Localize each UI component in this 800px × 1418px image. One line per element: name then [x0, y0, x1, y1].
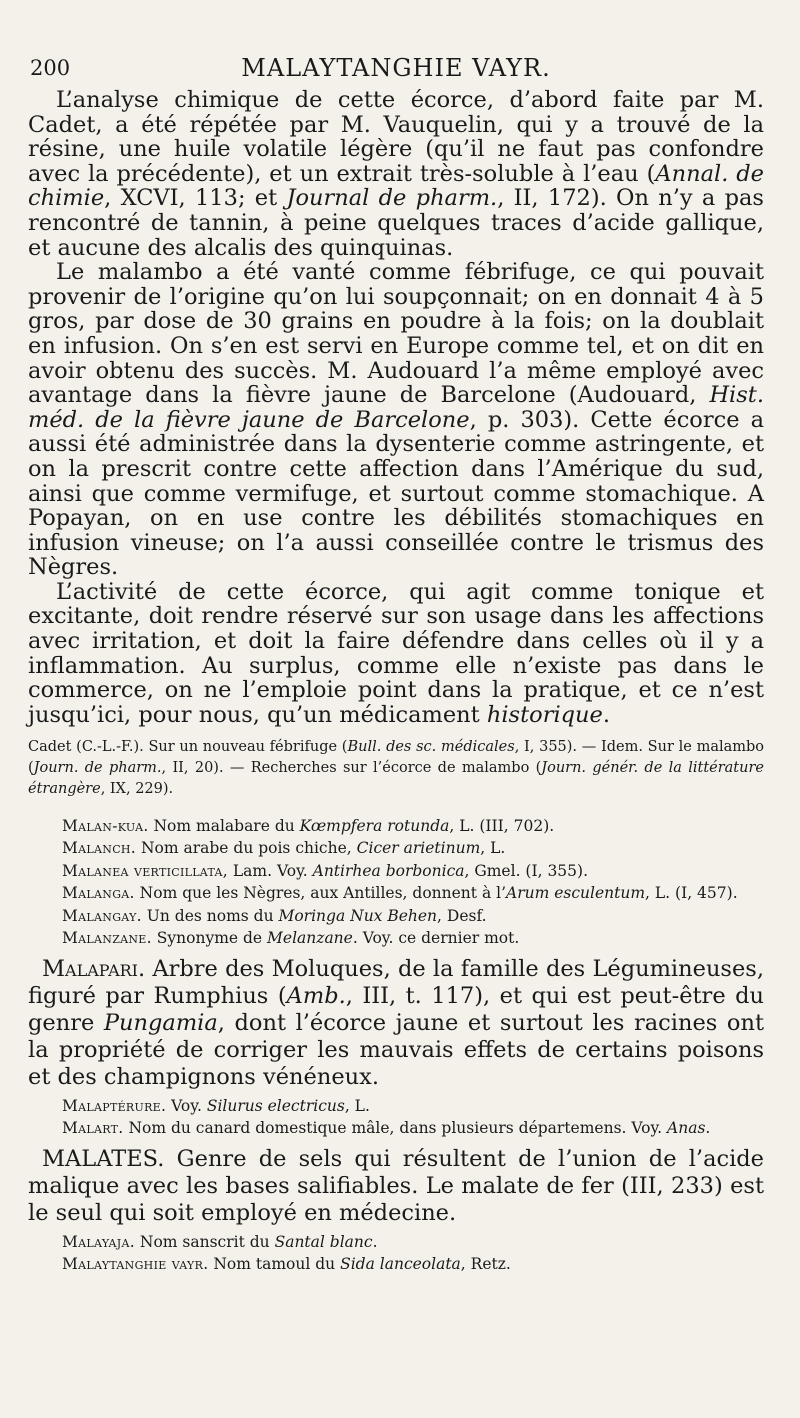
entry-malates: MALATES. Genre de sels qui résultent de l’union de l’acide malique avec les bases salifiables. Le malate de fer (III, 233) est le seul qui soit employé en médecine. [28, 1145, 764, 1226]
paragraph-analysis: L’analyse chimique de cette écorce, d’abord faite par M. Cadet, a été répétée par M. Vauquelin, qui y a trouvé de la résine, une huile volatile légère (qu’il ne faut pas confondre avec la précédente), et un extrait très-soluble à l’eau (Annal. de chimie, XCVI, 113; et Journal de pharm., II, 172). On n’y a pas rencontré de tannin, à peine quelques traces d’acide gallique, et aucune des alcalis des quinquinas. [28, 87, 764, 261]
entries-group-3 [28, 1231, 764, 1276]
entry-malart: Malart. Nom du canard domestique mâle, dans plusieurs départemens. Voy. Anas. [62, 1119, 711, 1138]
paragraph-febrifuge: Le malambo a été vanté comme fébrifuge, ce qui pouvait provenir de l’origine qu’on lui soupçonnait; on en donnait 4 à 5 gros, par dose de 30 grains en poudre à la fois; on la doublait en infusion. On s’en est servi en Europe comme tel, et on dit en avoir obtenu des succès. M. Audouard l’a même employé avec avantage dans la fièvre jaune de Barcelone (Audouard, Hist. méd. de la fièvre jaune de Barcelone, p. 303). Cette écorce a aussi été administrée dans la dysenterie comme astringente, et on la prescrit contre cette affection dans l’Amérique du sud, ainsi que comme vermifuge, et surtout comme stomachique. A Popayan, on en use contre les débilités stomachiques en infusion vineuse; on l’a aussi conseillée contre le trismus des Nègres. [28, 259, 764, 581]
entry-malangay: Malangay. Un des noms du Moringa Nux Behen, Desf. [62, 906, 487, 925]
page-header [28, 50, 764, 88]
running-title: MALAYTANGHIE VAYR. [241, 54, 551, 82]
entry-malapari: Malapari. Arbre des Moluques, de la famille des Légumineuses, figuré par Rumphius (Amb., III, t. 117), et qui est peut-être du genre Pungamia, dont l’écorce jaune et surtout les racines ont la propriété de corriger les mauvais effets de certains poisons et des champignons vénéneux. [28, 955, 764, 1090]
entries-group-1 [28, 815, 764, 950]
entry-malanea: Malanea verticillata, Lam. Voy. Antirhea borbonica, Gmel. (I, 355). [62, 861, 589, 880]
bibliography-note: Cadet (C.-L.-F.). Sur un nouveau fébrifuge (Bull. des sc. médicales, I, 355). — Idem. Sur le malambo (Journ. de pharm., II, 20). — Recherches sur l’écorce de malambo (Journ. génér. de la littérature étrangère, IX, 229). [28, 739, 765, 798]
entry-malayaja: Malayaja. Nom sanscrit du Santal blanc. [62, 1232, 378, 1251]
entries-group-2 [28, 1095, 764, 1140]
entry-malan-kua: Malan-kua. Nom malabare du Kœmpfera rotunda, L. (III, 702). [62, 816, 555, 835]
entry-malapterure: Malaptérure. Voy. Silurus electricus, L. [62, 1096, 370, 1115]
page-number: 200 [30, 56, 71, 80]
malates-headword: MALATES. [42, 1145, 165, 1172]
entry-malaytanghie-vayr: Malaytanghie vayr. Nom tamoul du Sida lanceolata, Retz. [62, 1255, 511, 1274]
entry-malanga: Malanga. Nom que les Nègres, aux Antilles, donnent à l’Arum esculentum, L. (I, 457). [62, 884, 738, 903]
paragraph-activity: L’activité de cette écorce, qui agit comme tonique et excitante, doit rendre réservé sur son usage dans les affections avec irritation, et doit la faire défendre dans celles où il y a inflammation. Au surplus, comme elle n’existe pas dans le commerce, on ne l’emploie point dans la pratique, et ce n’est jusqu’ici, pour nous, qu’un médicament historique. [28, 578, 764, 728]
entry-malanzane: Malanzane. Synonyme de Melanzane. Voy. ce dernier mot. [62, 929, 520, 948]
book-page [28, 50, 764, 1276]
entry-malanch: Malanch. Nom arabe du pois chiche, Cicer arietinum, L. [62, 839, 506, 858]
